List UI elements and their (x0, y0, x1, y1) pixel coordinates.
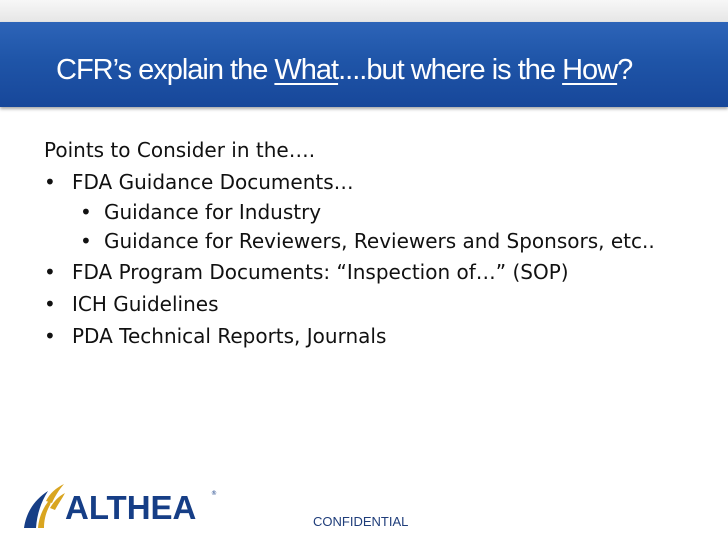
logo-wordmark: ALTHEA (65, 489, 197, 526)
bullet-list (44, 166, 704, 352)
top-strip (0, 0, 728, 23)
althea-logo (20, 481, 220, 531)
slide-body (44, 134, 704, 352)
bullet-item: • FDA Program Documents: “Inspection of…” (SOP) (44, 256, 704, 288)
sub-bullet-item: • Guidance for Reviewers, Reviewers and Sponsors, etc.. (74, 227, 704, 256)
slide-title (56, 50, 632, 90)
title-prefix: CFR’s explain the (56, 54, 275, 86)
bullet-item: • PDA Technical Reports, Journals (44, 320, 704, 352)
bullet-text: FDA Guidance Documents… (72, 170, 354, 194)
sub-bullet-item: • Guidance for Industry (74, 198, 704, 227)
sub-bullet-list (74, 198, 704, 256)
logo-registered-mark: ® (211, 490, 217, 497)
althea-emblem-icon (20, 481, 70, 531)
bullet-item (44, 166, 704, 256)
intro-text: Points to Consider in the…. (44, 138, 316, 162)
title-middle: ....but where is the (338, 54, 563, 86)
title-suffix: ? (617, 54, 633, 86)
title-underline-what: What (274, 54, 339, 86)
bullet-item: • ICH Guidelines (44, 288, 704, 320)
title-underline-how: How (562, 54, 618, 86)
confidential-label: CONFIDENTIAL (313, 514, 409, 529)
